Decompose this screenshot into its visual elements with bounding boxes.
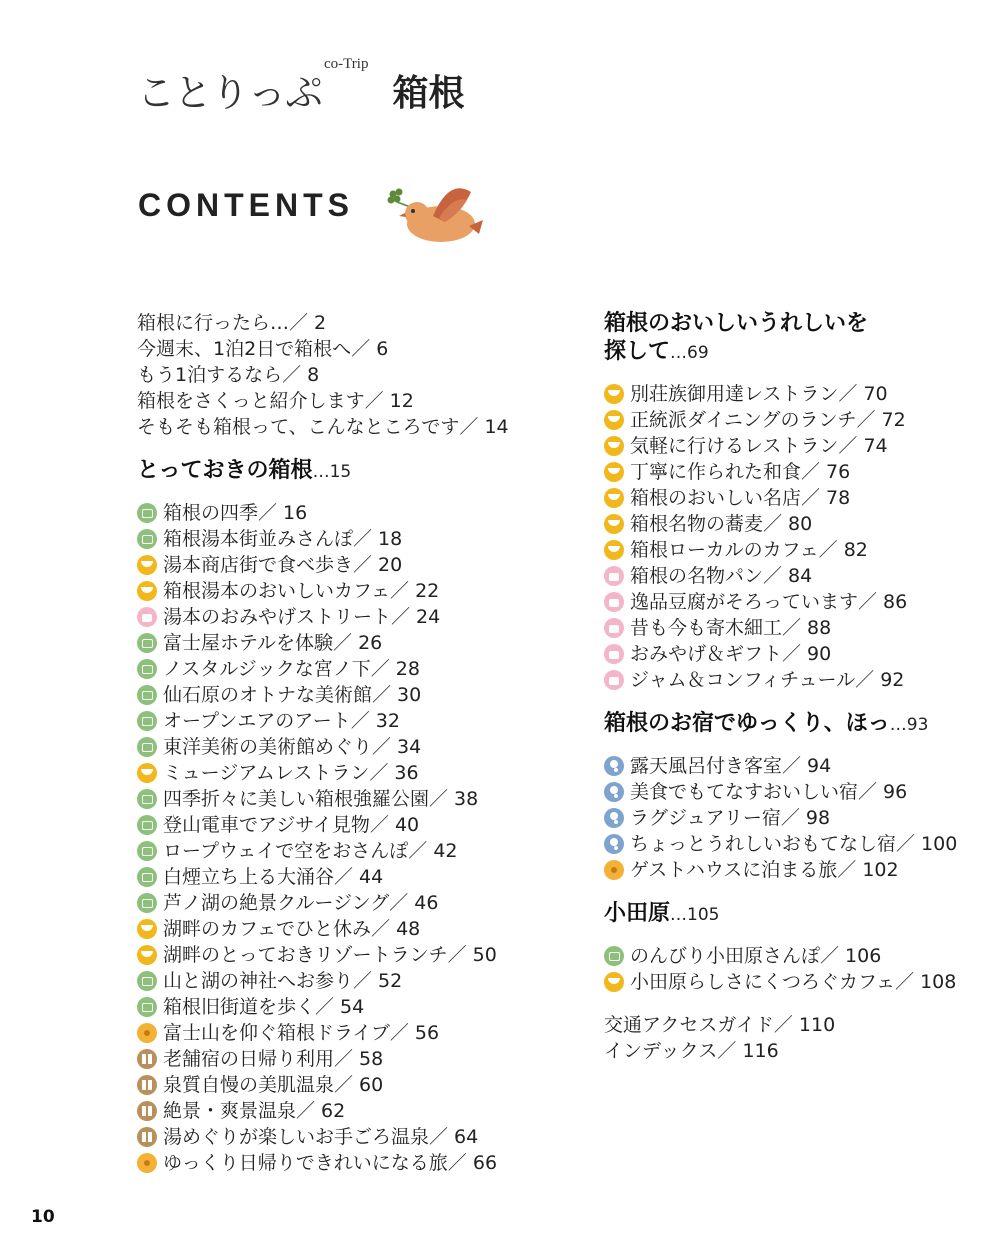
- contents-left-column: [137, 310, 577, 1176]
- contents-entry-text: 絶景・爽景温泉／ 62: [163, 1100, 346, 1122]
- contents-entry[interactable]: [604, 753, 984, 779]
- contents-entry-text: 湖畔のカフェでひと休み／ 48: [163, 918, 421, 940]
- contents-entry-text: 箱根名物の蕎麦／ 80: [630, 513, 813, 535]
- page-number: 10: [31, 1207, 55, 1227]
- contents-entry-text: 仙石原のオトナな美術館／ 30: [163, 684, 422, 706]
- bird-icon: [137, 1023, 157, 1043]
- sightseeing-icon: [137, 633, 157, 653]
- shopping-icon: [604, 670, 624, 690]
- contents-entry-text: 湯本商店街で食べ歩き／ 20: [163, 554, 403, 576]
- shopping-icon: [604, 592, 624, 612]
- contents-entry[interactable]: [137, 1020, 577, 1046]
- contents-entry[interactable]: [137, 578, 577, 604]
- contents-entry[interactable]: [604, 381, 984, 407]
- contents-entry[interactable]: 交通アクセスガイド／ 110: [604, 1014, 836, 1036]
- contents-entry[interactable]: [137, 812, 577, 838]
- section-title: [604, 900, 984, 929]
- section-title-text: 小田原: [604, 901, 671, 926]
- contents-entry-text: 箱根ローカルのカフェ／ 82: [630, 539, 868, 561]
- section-title: [137, 457, 577, 486]
- contents-entry[interactable]: [137, 942, 577, 968]
- contents-entry[interactable]: [604, 831, 984, 857]
- contents-entry-text: おみやげ＆ギフト／ 90: [630, 643, 832, 665]
- contents-entry-text: ノスタルジックな宮ノ下／ 28: [163, 658, 420, 680]
- contents-entry[interactable]: [137, 1072, 577, 1098]
- contents-entry[interactable]: インデックス／ 116: [604, 1040, 779, 1062]
- contents-entry-text: 箱根のおいしい名店／ 78: [630, 487, 851, 509]
- shopping-icon: [604, 644, 624, 664]
- bird-icon: [604, 860, 624, 880]
- contents-entry-text: 富士屋ホテルを体験／ 26: [163, 632, 383, 654]
- contents-entry-text: 別荘族御用達レストラン／ 70: [630, 383, 888, 405]
- contents-entry[interactable]: [137, 630, 577, 656]
- contents-entry-text: のんびり小田原さんぽ／ 106: [630, 945, 882, 967]
- section-item-list: [604, 943, 984, 995]
- contents-entry-text: ジャム＆コンフィチュール／ 92: [630, 669, 905, 691]
- contents-entry[interactable]: [137, 552, 577, 578]
- contents-entry[interactable]: [137, 500, 577, 526]
- contents-entry-text: 白煙立ち上る大涌谷／ 44: [163, 866, 384, 888]
- dining-icon: [604, 540, 624, 560]
- contents-entry[interactable]: もう1泊するなら／ 8: [137, 364, 320, 386]
- dining-icon: [137, 555, 157, 575]
- bird-illustration-icon: [383, 180, 483, 246]
- contents-entry[interactable]: [604, 407, 984, 433]
- contents-entry[interactable]: [604, 857, 984, 883]
- contents-entry-text: ちょっとうれしいおもてなし宿／ 100: [630, 833, 958, 855]
- contents-entry[interactable]: [137, 968, 577, 994]
- dining-icon: [137, 945, 157, 965]
- contents-entry-text: 四季折々に美しい箱根強羅公園／ 38: [163, 788, 479, 810]
- contents-entry[interactable]: [604, 641, 984, 667]
- section-item-list: [604, 381, 984, 693]
- dining-icon: [604, 972, 624, 992]
- contents-entry[interactable]: そもそも箱根って、こんなところです／ 14: [137, 416, 509, 438]
- book-header: [137, 52, 465, 115]
- contents-entry[interactable]: [137, 916, 577, 942]
- section-title-text: 箱根のお宿でゆっくり、ほっ: [604, 711, 890, 736]
- contents-entry[interactable]: [137, 1124, 577, 1150]
- contents-entry[interactable]: [137, 656, 577, 682]
- contents-entry[interactable]: [604, 969, 984, 995]
- contents-entry-text: 湖畔のとっておきリゾートランチ／ 50: [163, 944, 497, 966]
- contents-entry-text: 小田原らしさにくつろぐカフェ／ 108: [630, 971, 957, 993]
- contents-entry-text: 芦ノ湖の絶景クルージング／ 46: [163, 892, 439, 914]
- contents-entry-text: 逸品豆腐がそろっています／ 86: [630, 591, 908, 613]
- dining-icon: [604, 514, 624, 534]
- sightseeing-icon: [137, 711, 157, 731]
- lodging-icon: [604, 834, 624, 854]
- sightseeing-icon: [137, 893, 157, 913]
- contents-entry-text: 美食でもてなすおいしい宿／ 96: [630, 781, 908, 803]
- sightseeing-icon: [137, 503, 157, 523]
- contents-entry[interactable]: [137, 760, 577, 786]
- shopping-icon: [604, 566, 624, 586]
- contents-entry[interactable]: [137, 682, 577, 708]
- sightseeing-icon: [137, 685, 157, 705]
- dining-icon: [604, 436, 624, 456]
- dining-icon: [137, 581, 157, 601]
- lodging-icon: [604, 808, 624, 828]
- section-item-list: [604, 753, 984, 883]
- contents-entry[interactable]: [137, 1098, 577, 1124]
- contents-entry[interactable]: [604, 779, 984, 805]
- contents-entry[interactable]: [604, 433, 984, 459]
- contents-entry[interactable]: [137, 526, 577, 552]
- sightseeing-icon: [137, 971, 157, 991]
- contents-entry[interactable]: [137, 734, 577, 760]
- contents-entry-text: 箱根湯本街並みさんぽ／ 18: [163, 528, 403, 550]
- shopping-icon: [137, 607, 157, 627]
- contents-entry-text: ゲストハウスに泊まる旅／ 102: [630, 859, 899, 881]
- contents-entry-text: 山と湖の神社へお参り／ 52: [163, 970, 403, 992]
- section-item-list: [137, 500, 577, 1176]
- contents-entry[interactable]: [604, 943, 984, 969]
- contents-entry[interactable]: [604, 485, 984, 511]
- section-page: …15: [312, 462, 352, 482]
- section-page: …105: [670, 905, 720, 925]
- contents-entry-text: ミュージアムレストラン／ 36: [163, 762, 419, 784]
- section-title: [604, 310, 984, 367]
- contents-entry-text: 箱根の四季／ 16: [163, 502, 308, 524]
- series-logo: ことりっぷ: [137, 71, 323, 115]
- contents-entry-text: 箱根の名物パン／ 84: [630, 565, 813, 587]
- contents-entry[interactable]: [137, 1150, 577, 1176]
- sightseeing-icon: [604, 946, 624, 966]
- sightseeing-icon: [137, 867, 157, 887]
- dining-icon: [604, 488, 624, 508]
- section-title-text: 箱根のおいしいうれしいを: [604, 311, 869, 336]
- sightseeing-icon: [137, 815, 157, 835]
- contents-entry-text: 東洋美術の美術館めぐり／ 34: [163, 736, 422, 758]
- contents-entry-text: 正統派ダイニングのランチ／ 72: [630, 409, 906, 431]
- contents-heading: CONTENTS: [138, 187, 354, 223]
- contents-entry-text: 湯めぐりが楽しいお手ごろ温泉／ 64: [163, 1126, 479, 1148]
- contents-entry[interactable]: [604, 511, 984, 537]
- bird-icon: [137, 1153, 157, 1173]
- onsen-icon: [137, 1127, 157, 1147]
- contents-entry-text: 泉質自慢の美肌温泉／ 60: [163, 1074, 384, 1096]
- intro-list: [137, 310, 577, 440]
- contents-entry[interactable]: [604, 589, 984, 615]
- sightseeing-icon: [137, 997, 157, 1017]
- contents-entry-text: 富士山を仰ぐ箱根ドライブ／ 56: [163, 1022, 440, 1044]
- contents-entry-text: 箱根旧街道を歩く／ 54: [163, 996, 365, 1018]
- section-title-text: とっておきの箱根: [137, 458, 313, 483]
- contents-entry-text: ラグジュアリー宿／ 98: [630, 807, 831, 829]
- dining-icon: [604, 410, 624, 430]
- onsen-icon: [137, 1101, 157, 1121]
- contents-entry[interactable]: [137, 994, 577, 1020]
- lodging-icon: [604, 782, 624, 802]
- onsen-icon: [137, 1049, 157, 1069]
- contents-entry-text: 箱根湯本のおいしいカフェ／ 22: [163, 580, 440, 602]
- contents-entry-text: オープンエアのアート／ 32: [163, 710, 400, 732]
- sightseeing-icon: [137, 789, 157, 809]
- contents-entry[interactable]: [137, 708, 577, 734]
- contents-entry-text: 登山電車でアジサイ見物／ 40: [163, 814, 420, 836]
- dining-icon: [137, 763, 157, 783]
- contents-entry[interactable]: [604, 805, 984, 831]
- contents-entry[interactable]: 箱根に行ったら…／ 2: [137, 312, 327, 334]
- series-logo-sub: co-Trip: [324, 56, 369, 72]
- contents-entry-text: ロープウェイで空をおさんぽ／ 42: [163, 840, 458, 862]
- contents-entry[interactable]: [137, 864, 577, 890]
- contents-entry[interactable]: 箱根をさくっと紹介します／ 12: [137, 390, 414, 412]
- contents-entry[interactable]: [604, 563, 984, 589]
- contents-entry[interactable]: [137, 604, 577, 630]
- contents-entry-text: 気軽に行けるレストラン／ 74: [630, 435, 888, 457]
- section-page: …69: [670, 343, 709, 363]
- section-title: [604, 710, 984, 739]
- onsen-icon: [137, 1075, 157, 1095]
- contents-entry-text: ゆっくり日帰りできれいになる旅／ 66: [163, 1152, 498, 1174]
- sightseeing-icon: [137, 737, 157, 757]
- contents-entry-text: 丁寧に作られた和食／ 76: [630, 461, 851, 483]
- section-page: …93: [889, 715, 929, 735]
- contents-entry[interactable]: [604, 667, 984, 693]
- contents-entry-text: 露天風呂付き客室／ 94: [630, 755, 832, 777]
- section-title-text: 探して: [604, 339, 671, 364]
- contents-entry[interactable]: [137, 1046, 577, 1072]
- contents-entry[interactable]: [137, 890, 577, 916]
- contents-entry[interactable]: 今週末、1泊2日で箱根へ／ 6: [137, 338, 389, 360]
- dining-icon: [604, 462, 624, 482]
- outro-list: [604, 1012, 984, 1064]
- contents-entry[interactable]: [604, 537, 984, 563]
- sightseeing-icon: [137, 659, 157, 679]
- dining-icon: [137, 919, 157, 939]
- shopping-icon: [604, 618, 624, 638]
- book-title: 箱根: [392, 73, 465, 114]
- contents-entry[interactable]: [137, 838, 577, 864]
- contents-right-column: [604, 310, 984, 1064]
- contents-entry[interactable]: [137, 786, 577, 812]
- dining-icon: [604, 384, 624, 404]
- lodging-icon: [604, 756, 624, 776]
- contents-entry-text: 昔も今も寄木細工／ 88: [630, 617, 832, 639]
- contents-entry-text: 老舗宿の日帰り利用／ 58: [163, 1048, 384, 1070]
- sightseeing-icon: [137, 529, 157, 549]
- contents-entry[interactable]: [604, 459, 984, 485]
- contents-entry[interactable]: [604, 615, 984, 641]
- contents-entry-text: 湯本のおみやげストリート／ 24: [163, 606, 441, 628]
- sightseeing-icon: [137, 841, 157, 861]
